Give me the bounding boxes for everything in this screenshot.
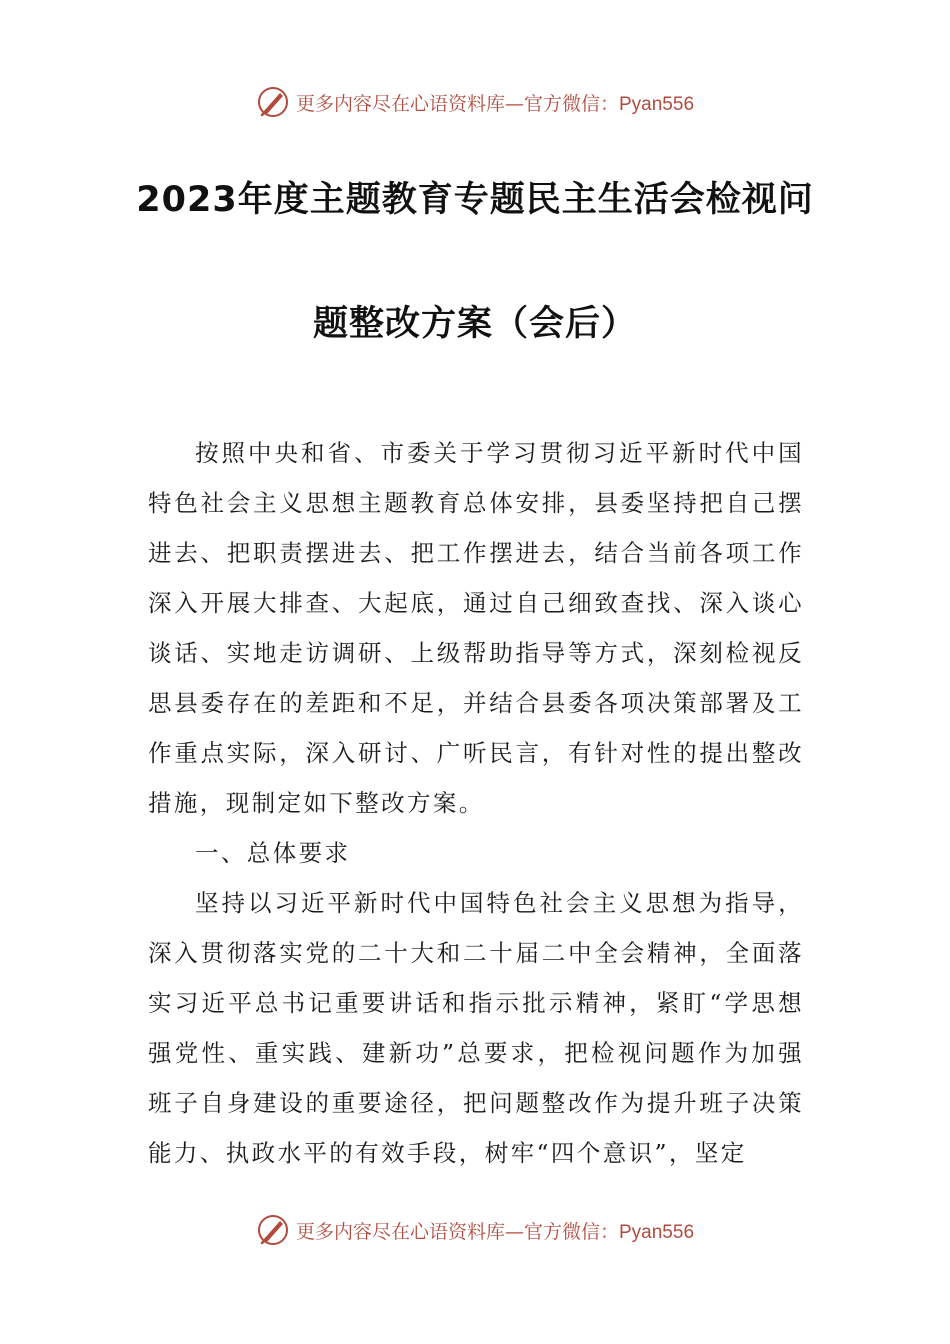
footer-watermark-banner (0, 1210, 950, 1250)
watermark-text: 更多内容尽在心语资料库—官方微信：Pyan556 (295, 1220, 695, 1243)
paragraph-general-requirements: 坚持以习近平新时代中国特色社会主义思想为指导，深入贯彻落实党的二十大和二十届二中全会精神，全面落实习近平总书记重要讲话和指示批示精神，紧盯“学思想强党性、重实践、建新功”总要求，把检视问题作为加强班子自身建设的重要途径，把问题整改作为提升班子决策能力、执政水平的有效手段，树牢“四个意识”，坚定 (148, 889, 804, 1167)
document-title-line-2: 题整改方案（会后） (312, 304, 637, 344)
document-title-line-1: 2023年度主题教育专题民主生活会检视问 (136, 180, 814, 220)
quill-logo-icon (256, 1213, 290, 1247)
paragraph-intro: 按照中央和省、市委关于学习贯彻习近平新时代中国特色社会主义思想主题教育总体安排，县委坚持把自己摆进去、把职责摆进去、把工作摆进去，结合当前各项工作深入开展大排查、大起底，通过自己细致查找、深入谈心谈话、实地走访调研、上级帮助指导等方式，深刻检视反思县委存在的差距和不足，并结合县委各项决策部署及工作重点实际，深入研讨、广听民言，有针对性的提出整改措施，现制定如下整改方案。 (148, 439, 804, 817)
document-body (148, 428, 804, 1178)
quill-logo-icon (256, 85, 290, 119)
watermark-text: 更多内容尽在心语资料库—官方微信：Pyan556 (295, 92, 695, 115)
header-watermark-banner (0, 82, 950, 122)
section-heading-general-requirements: 一、总体要求 (195, 839, 351, 867)
